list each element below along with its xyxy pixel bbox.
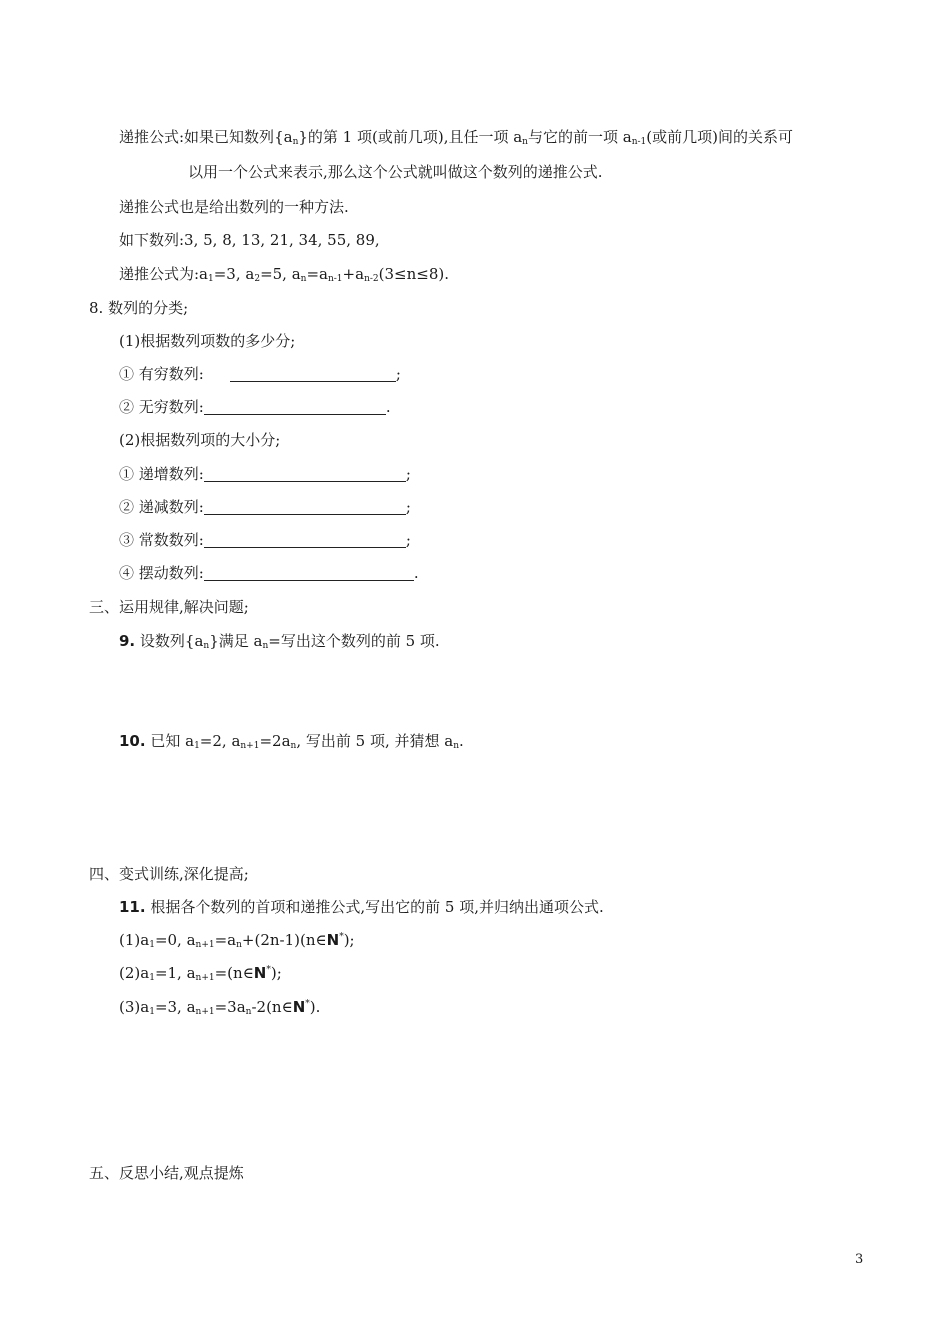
example-recurrence-formula (119, 264, 449, 284)
text: ② 递减数列: (119, 498, 204, 516)
finite-sequence-blank[interactable] (230, 365, 396, 382)
example-sequence: 如下数列:3, 5, 8, 13, 21, 34, 55, 89, (119, 231, 380, 249)
constant-sequence-item (119, 530, 411, 550)
text: ④ 摆动数列: (119, 564, 204, 582)
subscript: 1 (194, 741, 200, 751)
text: 递推公式为:a (119, 265, 208, 283)
text: 与它的前一项 a (527, 128, 632, 146)
subscript: n (300, 274, 307, 284)
superscript: * (339, 932, 344, 942)
superscript: * (266, 965, 271, 975)
subscript: n-1 (327, 274, 343, 284)
question-11 (119, 897, 604, 917)
subscript: n-1 (631, 137, 647, 147)
question-11-part-1 (119, 930, 355, 950)
text: 递推公式:如果已知数列 (119, 128, 275, 146)
text: +(2n-1)(n∈ (241, 931, 327, 949)
text: ③ 常数数列: (119, 531, 204, 549)
text: (3≤n≤8). (378, 265, 449, 283)
question-number: 11. (119, 898, 146, 916)
text: =3a (214, 998, 246, 1016)
subscript: n (290, 741, 297, 751)
subscript: 1 (149, 973, 155, 983)
text: ); (270, 964, 282, 982)
page-number: 3 (855, 1252, 864, 1267)
section4-heading: 四、变式训练,深化提高; (89, 865, 249, 883)
text: ; (405, 498, 411, 516)
text: +a (342, 265, 365, 283)
section3-heading: 三、运用规律,解决问题; (89, 598, 249, 616)
text: -2(n∈ (251, 998, 293, 1016)
text: . (459, 732, 464, 750)
classification-by-size: (2)根据数列项的大小分; (119, 431, 281, 449)
text: 已知 a (145, 732, 195, 750)
text: }满足 a (209, 632, 263, 650)
question-11-part-2 (119, 963, 282, 983)
recurrence-definition-line2: 以用一个公式来表示,那么这个公式就叫做这个数列的递推公式. (188, 163, 603, 181)
decreasing-sequence-item (119, 497, 411, 517)
question-11-part-3 (119, 997, 320, 1017)
text: . (413, 564, 419, 582)
subscript: n+1 (195, 940, 215, 950)
text: =0, a (154, 931, 196, 949)
text: =a (214, 931, 237, 949)
infinite-sequence-blank[interactable] (204, 398, 386, 415)
question-number: 9. (119, 632, 136, 650)
text: ). (309, 998, 321, 1016)
text: =1, a (154, 964, 196, 982)
text: . (385, 398, 391, 416)
subscript: n (245, 1007, 252, 1017)
text: ① 有穷数列: (119, 365, 204, 383)
text: =2, a (199, 732, 241, 750)
subscript: n (453, 741, 459, 751)
text: ); (343, 931, 355, 949)
decreasing-sequence-blank[interactable] (204, 498, 406, 515)
text: {a (274, 128, 293, 146)
natural-numbers-symbol: N (326, 931, 340, 949)
subscript: n (203, 641, 210, 651)
recurrence-method-note: 递推公式也是给出数列的一种方法. (119, 198, 349, 216)
text: =5, a (260, 265, 301, 283)
text: (或前几项)间的关系可 (646, 128, 793, 146)
text: , 写出前 5 项, 并猜想 a (296, 732, 454, 750)
section5-heading: 五、反思小结,观点提炼 (89, 1164, 244, 1182)
text: 的第 1 项(或前几项),且任一项 a (307, 128, 523, 146)
text: =2a (259, 732, 291, 750)
subscript: 1 (149, 940, 155, 950)
text: (1)a (119, 931, 150, 949)
subscript: 1 (149, 1007, 155, 1017)
subscript: n+1 (195, 973, 215, 983)
text: =写出这个数列的前 5 项. (268, 632, 440, 650)
text: ; (405, 465, 411, 483)
subscript: 1 (208, 274, 214, 284)
subscript: n+1 (240, 741, 260, 751)
subscript: n (236, 940, 242, 950)
text: =a (306, 265, 328, 283)
oscillating-sequence-item (119, 563, 419, 583)
subscript: n (292, 137, 299, 147)
infinite-sequence-item (119, 397, 391, 417)
constant-sequence-blank[interactable] (204, 531, 406, 548)
natural-numbers-symbol: N (292, 998, 306, 1016)
subscript: n (522, 137, 528, 147)
text: =(n∈ (214, 964, 254, 982)
increasing-sequence-item (119, 464, 411, 484)
text: 设数列{a (135, 632, 204, 650)
text: ① 递增数列: (119, 465, 204, 483)
question-number: 10. (119, 732, 146, 750)
text: } (298, 128, 308, 146)
question-10 (119, 731, 464, 751)
increasing-sequence-blank[interactable] (204, 465, 406, 482)
text: ② 无穷数列: (119, 398, 204, 416)
classification-by-count: (1)根据数列项数的多少分; (119, 332, 296, 350)
text: =3, a (154, 998, 196, 1016)
question-9 (119, 631, 440, 651)
classification-heading: 8. 数列的分类; (89, 299, 189, 317)
subscript: n (262, 641, 269, 651)
natural-numbers-symbol: N (253, 964, 267, 982)
text: ; (395, 365, 401, 383)
text: ; (405, 531, 411, 549)
subscript: n+1 (195, 1007, 215, 1017)
text: =3, a (213, 265, 255, 283)
subscript: n-2 (364, 274, 379, 284)
subscript: 2 (254, 274, 261, 284)
text: (3)a (119, 998, 150, 1016)
text: 根据各个数列的首项和递推公式,写出它的前 5 项,并归纳出通项公式. (145, 898, 604, 916)
text: (2)a (119, 964, 150, 982)
recurrence-definition-line1 (119, 127, 793, 147)
oscillating-sequence-blank[interactable] (204, 564, 414, 581)
superscript: * (305, 999, 310, 1009)
finite-sequence-item (119, 364, 401, 384)
